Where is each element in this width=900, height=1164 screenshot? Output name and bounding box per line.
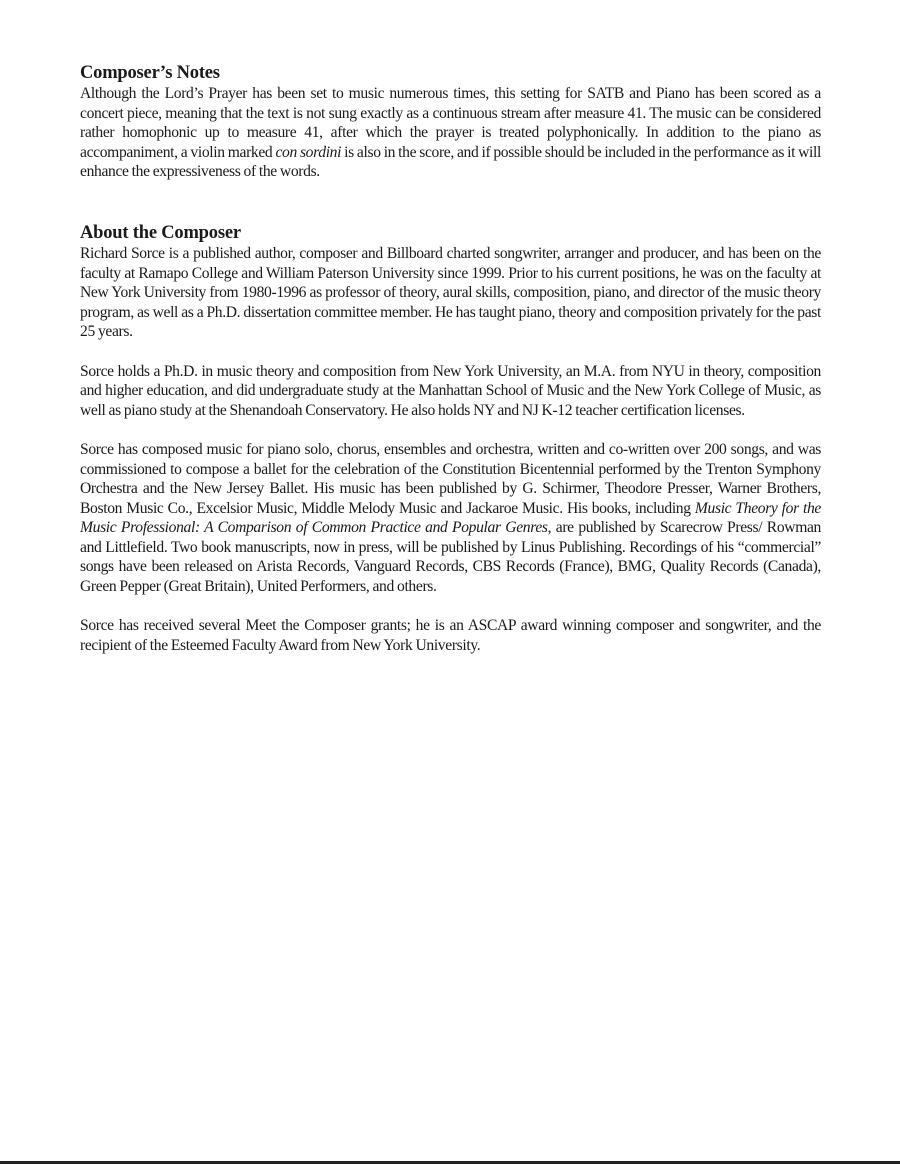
notes-text-b: is also in the score, and if possible should be included in the performance as it will enhance the expressiveness of the words.	[80, 143, 821, 181]
works-text-b: , are published by Scarecrow Press/ Rowman and Littlefield. Two book manuscripts, now in press, will be published by Linus Publishing. Recordings of his “commercial” songs have been released on Arista Records, Vanguard Records, CBS Records (France), BMG, Quality Records (Canada), Green Pepper (Great Britain), United Performers, and others.	[80, 519, 821, 596]
about-paragraph-education: Sorce holds a Ph.D. in music theory and composition from New York University, an M.A. from NYU in theory, composition and higher education, and did undergraduate study at the Manhattan School of Music and the New York College of Music, as well as piano study at the Shenandoah Conservatory. He also holds NY and NJ K-12 teacher certification licenses.	[80, 362, 821, 419]
about-paragraph-works	[80, 440, 821, 597]
works-text-a: Sorce has composed music for piano solo, chorus, ensembles and orchestra, written and co-written over 200 songs, and was commissioned to compose a ballet for the celebration of the Constitution Bicentennial performed by the Trenton Symphony Orchestra and the New Jersey Ballet. His music has been published by G. Schirmer, Theodore Presser, Warner Brothers, Boston Music Co., Excelsior Music, Middle Melody Music and Jackaroe Music. His books, including	[80, 440, 821, 517]
about-paragraph-career: Richard Sorce is a published author, composer and Billboard charted songwriter, arranger and producer, and has been on the faculty at Ramapo College and William Paterson University since 1999. Prior to his current positions, he was on the faculty at New York University from 1980-1996 as professor of theory, aural skills, composition, piano, and director of the music theory program, as well as a Ph.D. dissertation committee member. He has taught piano, theory and composition privately for the past 25 years.	[80, 244, 821, 341]
document-page	[80, 62, 821, 655]
composers-notes-heading: Composer’s Notes	[80, 63, 220, 83]
notes-text-a: Although the Lord’s Prayer has been set to music numerous times, this setting for SATB and Piano has been scored as a concert piece, meaning that the text is not sung exactly as a continuous stream after measure 41. The music can be considered rather homophonic up to measure 41, after which the prayer is treated polyphonically. In addition to the piano as accompaniment, a violin marked	[80, 85, 821, 161]
notes-italic-con-sordini: con sordini	[275, 143, 342, 161]
about-composer-section	[80, 222, 821, 655]
composers-notes-paragraph	[80, 84, 821, 182]
composers-notes-section	[80, 62, 821, 182]
about-paragraph-awards: Sorce has received several Meet the Composer grants; he is an ASCAP award winning composer and songwriter, and the recipient of the Esteemed Faculty Award from New York University.	[80, 617, 821, 654]
about-composer-heading: About the Composer	[80, 222, 241, 243]
works-book-title: Music Theory for the Music Professional: A Comparison of Common Practice and Popular Genres	[80, 499, 821, 537]
